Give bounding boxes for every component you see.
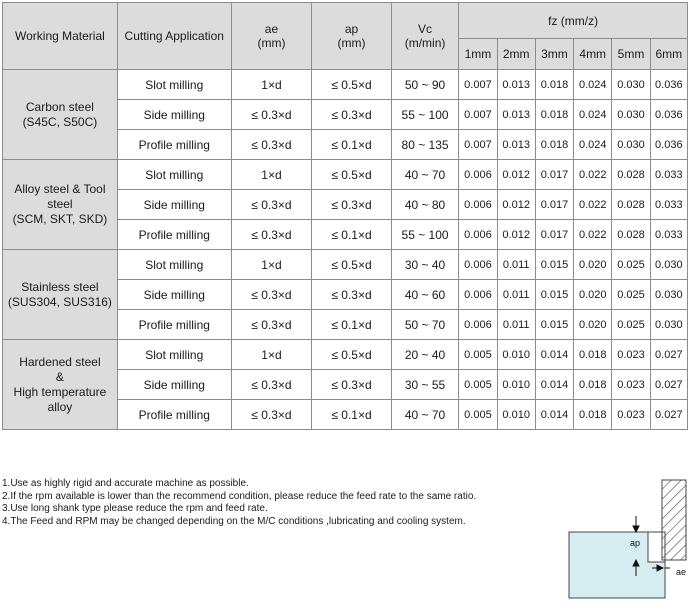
header-diameter-6mm: 6mm xyxy=(650,39,687,70)
header-diameter-3mm: 3mm xyxy=(535,39,573,70)
fz-cell: 0.023 xyxy=(612,400,650,430)
header-ap-name: ap xyxy=(344,22,359,36)
vc-cell: 50 ~ 70 xyxy=(391,310,458,340)
ae-cell: ≤ 0.3×d xyxy=(231,370,312,400)
ae-cell: ≤ 0.3×d xyxy=(231,280,312,310)
fz-cell: 0.011 xyxy=(497,310,535,340)
note-item: 2.If the rpm available is lower than the recommend condition, please reduce the feed rate to the same ratio. xyxy=(2,490,477,502)
fz-cell: 0.030 xyxy=(612,130,650,160)
header-vc-name: Vc xyxy=(418,22,433,36)
header-diameter-4mm: 4mm xyxy=(574,39,612,70)
fz-cell: 0.020 xyxy=(574,280,612,310)
header-working-material: Working Material xyxy=(3,3,118,70)
note-item: 1.Use as highly rigid and accurate machine as possible. xyxy=(2,478,249,489)
vc-cell: 40 ~ 60 xyxy=(391,280,458,310)
fz-cell: 0.006 xyxy=(459,220,497,250)
fz-cell: 0.015 xyxy=(535,280,573,310)
application-cell: Slot milling xyxy=(117,160,231,190)
fz-cell: 0.033 xyxy=(650,160,687,190)
fz-cell: 0.028 xyxy=(612,190,650,220)
material-name-line: Carbon steel xyxy=(25,99,94,114)
fz-cell: 0.036 xyxy=(650,100,687,130)
application-cell: Profile milling xyxy=(117,130,231,160)
fz-cell: 0.036 xyxy=(650,130,687,160)
ap-cell: ≤ 0.5×d xyxy=(312,250,392,280)
ap-cell: ≤ 0.1×d xyxy=(312,220,392,250)
fz-cell: 0.005 xyxy=(459,400,497,430)
table-row xyxy=(3,340,688,370)
material-name-line: Hardened steel xyxy=(19,354,101,369)
ae-cell: ≤ 0.3×d xyxy=(231,310,312,340)
header-vc xyxy=(391,3,458,70)
fz-cell: 0.012 xyxy=(497,220,535,250)
ae-cell: 1×d xyxy=(231,70,312,100)
vc-cell: 80 ~ 135 xyxy=(391,130,458,160)
ae-cell: ≤ 0.3×d xyxy=(231,400,312,430)
fz-cell: 0.015 xyxy=(535,250,573,280)
header-ap-unit: (mm) xyxy=(337,36,366,50)
end-mill-tool xyxy=(662,480,686,560)
fz-cell: 0.028 xyxy=(612,220,650,250)
ap-cell: ≤ 0.3×d xyxy=(312,280,392,310)
table-row xyxy=(3,70,688,100)
fz-cell: 0.005 xyxy=(459,340,497,370)
header-diameter-5mm: 5mm xyxy=(612,39,650,70)
header-vc-unit: (m/min) xyxy=(404,36,446,50)
fz-cell: 0.006 xyxy=(459,190,497,220)
table-row xyxy=(3,160,688,190)
material-name-line: Alloy steel & Tool steel xyxy=(14,182,106,211)
ap-cell: ≤ 0.3×d xyxy=(312,190,392,220)
header-ae xyxy=(231,3,312,70)
note-item: 3.Use long shank type please reduce the rpm and feed rate. xyxy=(2,503,268,514)
application-cell: Profile milling xyxy=(117,220,231,250)
cutting-diagram xyxy=(566,476,690,604)
fz-cell: 0.028 xyxy=(612,160,650,190)
fz-cell: 0.018 xyxy=(535,130,573,160)
vc-cell: 55 ~ 100 xyxy=(391,100,458,130)
ap-cell: ≤ 0.5×d xyxy=(312,160,392,190)
fz-cell: 0.017 xyxy=(535,190,573,220)
fz-cell: 0.020 xyxy=(574,250,612,280)
material-cell xyxy=(3,70,118,160)
fz-cell: 0.030 xyxy=(612,100,650,130)
fz-cell: 0.018 xyxy=(574,370,612,400)
fz-cell: 0.007 xyxy=(459,100,497,130)
fz-cell: 0.007 xyxy=(459,70,497,100)
application-cell: Slot milling xyxy=(117,340,231,370)
header-fz: fz (mm/z) xyxy=(459,3,688,39)
fz-cell: 0.025 xyxy=(612,250,650,280)
fz-cell: 0.018 xyxy=(574,400,612,430)
fz-cell: 0.006 xyxy=(459,250,497,280)
fz-cell: 0.010 xyxy=(497,400,535,430)
fz-cell: 0.020 xyxy=(574,310,612,340)
material-name-line: (S45C, S50C) xyxy=(22,114,98,129)
fz-cell: 0.022 xyxy=(574,220,612,250)
vc-cell: 50 ~ 90 xyxy=(391,70,458,100)
ap-cell: ≤ 0.3×d xyxy=(312,370,392,400)
vc-cell: 40 ~ 70 xyxy=(391,160,458,190)
fz-cell: 0.023 xyxy=(612,370,650,400)
fz-cell: 0.012 xyxy=(497,160,535,190)
fz-cell: 0.012 xyxy=(497,190,535,220)
fz-cell: 0.030 xyxy=(650,250,687,280)
fz-cell: 0.005 xyxy=(459,370,497,400)
ap-cell: ≤ 0.1×d xyxy=(312,130,392,160)
fz-cell: 0.030 xyxy=(612,70,650,100)
application-cell: Side milling xyxy=(117,370,231,400)
fz-cell: 0.006 xyxy=(459,280,497,310)
fz-cell: 0.027 xyxy=(650,370,687,400)
fz-cell: 0.014 xyxy=(535,370,573,400)
header-ap xyxy=(312,3,392,70)
application-cell: Slot milling xyxy=(117,250,231,280)
note-item: 4.The Feed and RPM may be changed depending on the M/C conditions ,lubricating and cooling system. xyxy=(2,515,466,527)
fz-cell: 0.010 xyxy=(497,340,535,370)
fz-cell: 0.024 xyxy=(574,70,612,100)
fz-cell: 0.036 xyxy=(650,70,687,100)
fz-cell: 0.022 xyxy=(574,190,612,220)
ae-cell: 1×d xyxy=(231,340,312,370)
material-name-line: Stainless steel xyxy=(21,279,99,294)
ae-cell: ≤ 0.3×d xyxy=(231,100,312,130)
header-ae-unit: (mm) xyxy=(257,36,286,50)
fz-cell: 0.033 xyxy=(650,220,687,250)
ap-cell: ≤ 0.5×d xyxy=(312,70,392,100)
material-name-line: (SCM, SKT, SKD) xyxy=(12,212,108,226)
fz-cell: 0.014 xyxy=(535,340,573,370)
table-row xyxy=(3,250,688,280)
header-cutting-application: Cutting Application xyxy=(117,3,231,70)
fz-cell: 0.014 xyxy=(535,400,573,430)
fz-cell: 0.018 xyxy=(574,340,612,370)
material-cell xyxy=(3,340,118,430)
fz-cell: 0.015 xyxy=(535,310,573,340)
ap-cell: ≤ 0.3×d xyxy=(312,100,392,130)
material-cell xyxy=(3,160,118,250)
ae-cell: 1×d xyxy=(231,160,312,190)
fz-cell: 0.030 xyxy=(650,280,687,310)
material-name-line: High temperature alloy xyxy=(13,384,107,414)
fz-cell: 0.011 xyxy=(497,250,535,280)
vc-cell: 20 ~ 40 xyxy=(391,340,458,370)
ap-cell: ≤ 0.5×d xyxy=(312,340,392,370)
fz-cell: 0.006 xyxy=(459,310,497,340)
vc-cell: 40 ~ 70 xyxy=(391,400,458,430)
material-name-line: (SUS304, SUS316) xyxy=(7,294,112,309)
ap-label: ap xyxy=(630,538,641,548)
fz-cell: 0.013 xyxy=(497,130,535,160)
fz-cell: 0.024 xyxy=(574,100,612,130)
fz-cell: 0.017 xyxy=(535,220,573,250)
vc-cell: 30 ~ 55 xyxy=(391,370,458,400)
fz-cell: 0.033 xyxy=(650,190,687,220)
ae-cell: 1×d xyxy=(231,250,312,280)
application-cell: Profile milling xyxy=(117,400,231,430)
fz-cell: 0.024 xyxy=(574,130,612,160)
vc-cell: 55 ~ 100 xyxy=(391,220,458,250)
fz-cell: 0.010 xyxy=(497,370,535,400)
ap-cell: ≤ 0.1×d xyxy=(312,310,392,340)
fz-cell: 0.030 xyxy=(650,310,687,340)
fz-cell: 0.011 xyxy=(497,280,535,310)
fz-cell: 0.017 xyxy=(535,160,573,190)
fz-cell: 0.027 xyxy=(650,340,687,370)
ae-cell: ≤ 0.3×d xyxy=(231,130,312,160)
fz-cell: 0.027 xyxy=(650,400,687,430)
fz-cell: 0.018 xyxy=(535,100,573,130)
header-diameter-2mm: 2mm xyxy=(497,39,535,70)
fz-cell: 0.013 xyxy=(497,70,535,100)
notes-list xyxy=(2,478,542,528)
header-ae-name: ae xyxy=(264,22,279,36)
material-cell xyxy=(3,250,118,340)
application-cell: Side milling xyxy=(117,280,231,310)
cutting-conditions-table xyxy=(2,2,688,430)
application-cell: Side milling xyxy=(117,100,231,130)
ae-cell: ≤ 0.3×d xyxy=(231,190,312,220)
vc-cell: 30 ~ 40 xyxy=(391,250,458,280)
fz-cell: 0.022 xyxy=(574,160,612,190)
material-name-line: & xyxy=(55,369,64,384)
fz-cell: 0.018 xyxy=(535,70,573,100)
header-diameter-1mm: 1mm xyxy=(459,39,497,70)
ae-label: ae xyxy=(676,567,687,577)
ae-cell: ≤ 0.3×d xyxy=(231,220,312,250)
fz-cell: 0.013 xyxy=(497,100,535,130)
fz-cell: 0.007 xyxy=(459,130,497,160)
application-cell: Side milling xyxy=(117,190,231,220)
fz-cell: 0.025 xyxy=(612,310,650,340)
fz-cell: 0.025 xyxy=(612,280,650,310)
vc-cell: 40 ~ 80 xyxy=(391,190,458,220)
application-cell: Slot milling xyxy=(117,70,231,100)
fz-cell: 0.023 xyxy=(612,340,650,370)
application-cell: Profile milling xyxy=(117,310,231,340)
fz-cell: 0.006 xyxy=(459,160,497,190)
ap-cell: ≤ 0.1×d xyxy=(312,400,392,430)
